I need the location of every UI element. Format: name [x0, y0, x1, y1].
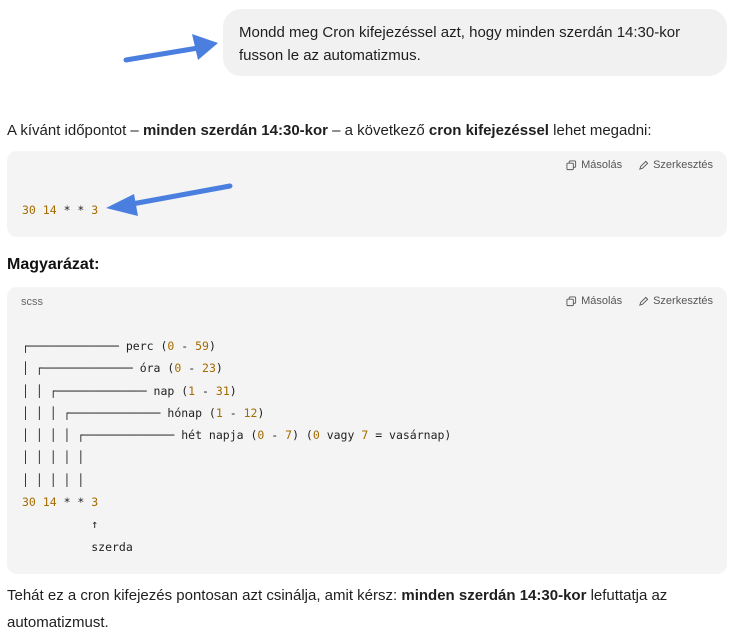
explanation-heading: Magyarázat: [7, 256, 100, 273]
arrow-annotation-1 [120, 30, 230, 70]
cron-code: 30 14 * * 3 [22, 203, 99, 217]
intro-text: lehet megadni: [548, 122, 652, 139]
summary-line-2: automatizmust. [7, 614, 109, 631]
edit-label: Szerkesztés [653, 159, 713, 171]
intro-bold-time: minden szerdán 14:30-kor [142, 122, 328, 139]
diagram-line: │ ┌───────────── óra (0 - 23) [22, 361, 223, 376]
diagram-line: │ │ │ │ │ [22, 472, 85, 487]
edit-icon [638, 160, 649, 171]
code-toolbar [566, 295, 713, 307]
copy-button[interactable] [566, 295, 622, 307]
copy-icon [566, 160, 577, 171]
diagram-line: 30 14 * * 3 [22, 495, 99, 510]
summary-text: Tehát ez a cron kifejezés pontosan azt csinálja, amit kérsz: [7, 587, 402, 604]
copy-label: Másolás [581, 159, 623, 171]
intro-text: – a következő [328, 122, 429, 139]
summary-text: lefuttatja az [586, 587, 668, 604]
copy-icon [566, 296, 577, 307]
code-block-explanation [7, 287, 727, 574]
intro-paragraph [7, 119, 652, 142]
summary-bold-time: minden szerdán 14:30-kor [401, 587, 587, 604]
code-toolbar [566, 159, 713, 171]
summary-line-1 [7, 584, 667, 607]
diagram-line: │ │ │ ┌───────────── hónap (1 - 12) [22, 405, 265, 420]
cron-diagram [22, 335, 451, 558]
intro-bold-cron: cron kifejezéssel [428, 122, 549, 139]
edit-button[interactable] [638, 159, 713, 171]
diagram-line: szerda [22, 539, 133, 554]
diagram-line: ↑ [22, 517, 99, 532]
code-language-label: scss [21, 296, 43, 308]
edit-label: Szerkesztés [653, 295, 713, 307]
copy-label: Másolás [581, 295, 623, 307]
summary-paragraph [7, 584, 667, 634]
copy-button[interactable] [566, 159, 622, 171]
user-message-line-2: fusson le az automatizmus. [239, 47, 421, 64]
user-message-line-1: Mondd meg Cron kifejezéssel azt, hogy minden szerdán 14:30-kor [239, 24, 681, 41]
diagram-line: │ │ │ │ ┌───────────── hét napja (0 - 7) (0 vagy 7 = vasárnap) [22, 428, 452, 443]
intro-text: A kívánt időpontot – [7, 122, 143, 139]
arrow-annotation-2 [100, 180, 240, 220]
edit-button[interactable] [638, 295, 713, 307]
edit-icon [638, 296, 649, 307]
diagram-line: │ │ ┌───────────── nap (1 - 31) [22, 383, 237, 398]
diagram-line: │ │ │ │ │ [22, 450, 85, 465]
diagram-line: ┌───────────── perc (0 - 59) [22, 339, 216, 353]
user-message-bubble [223, 9, 727, 76]
